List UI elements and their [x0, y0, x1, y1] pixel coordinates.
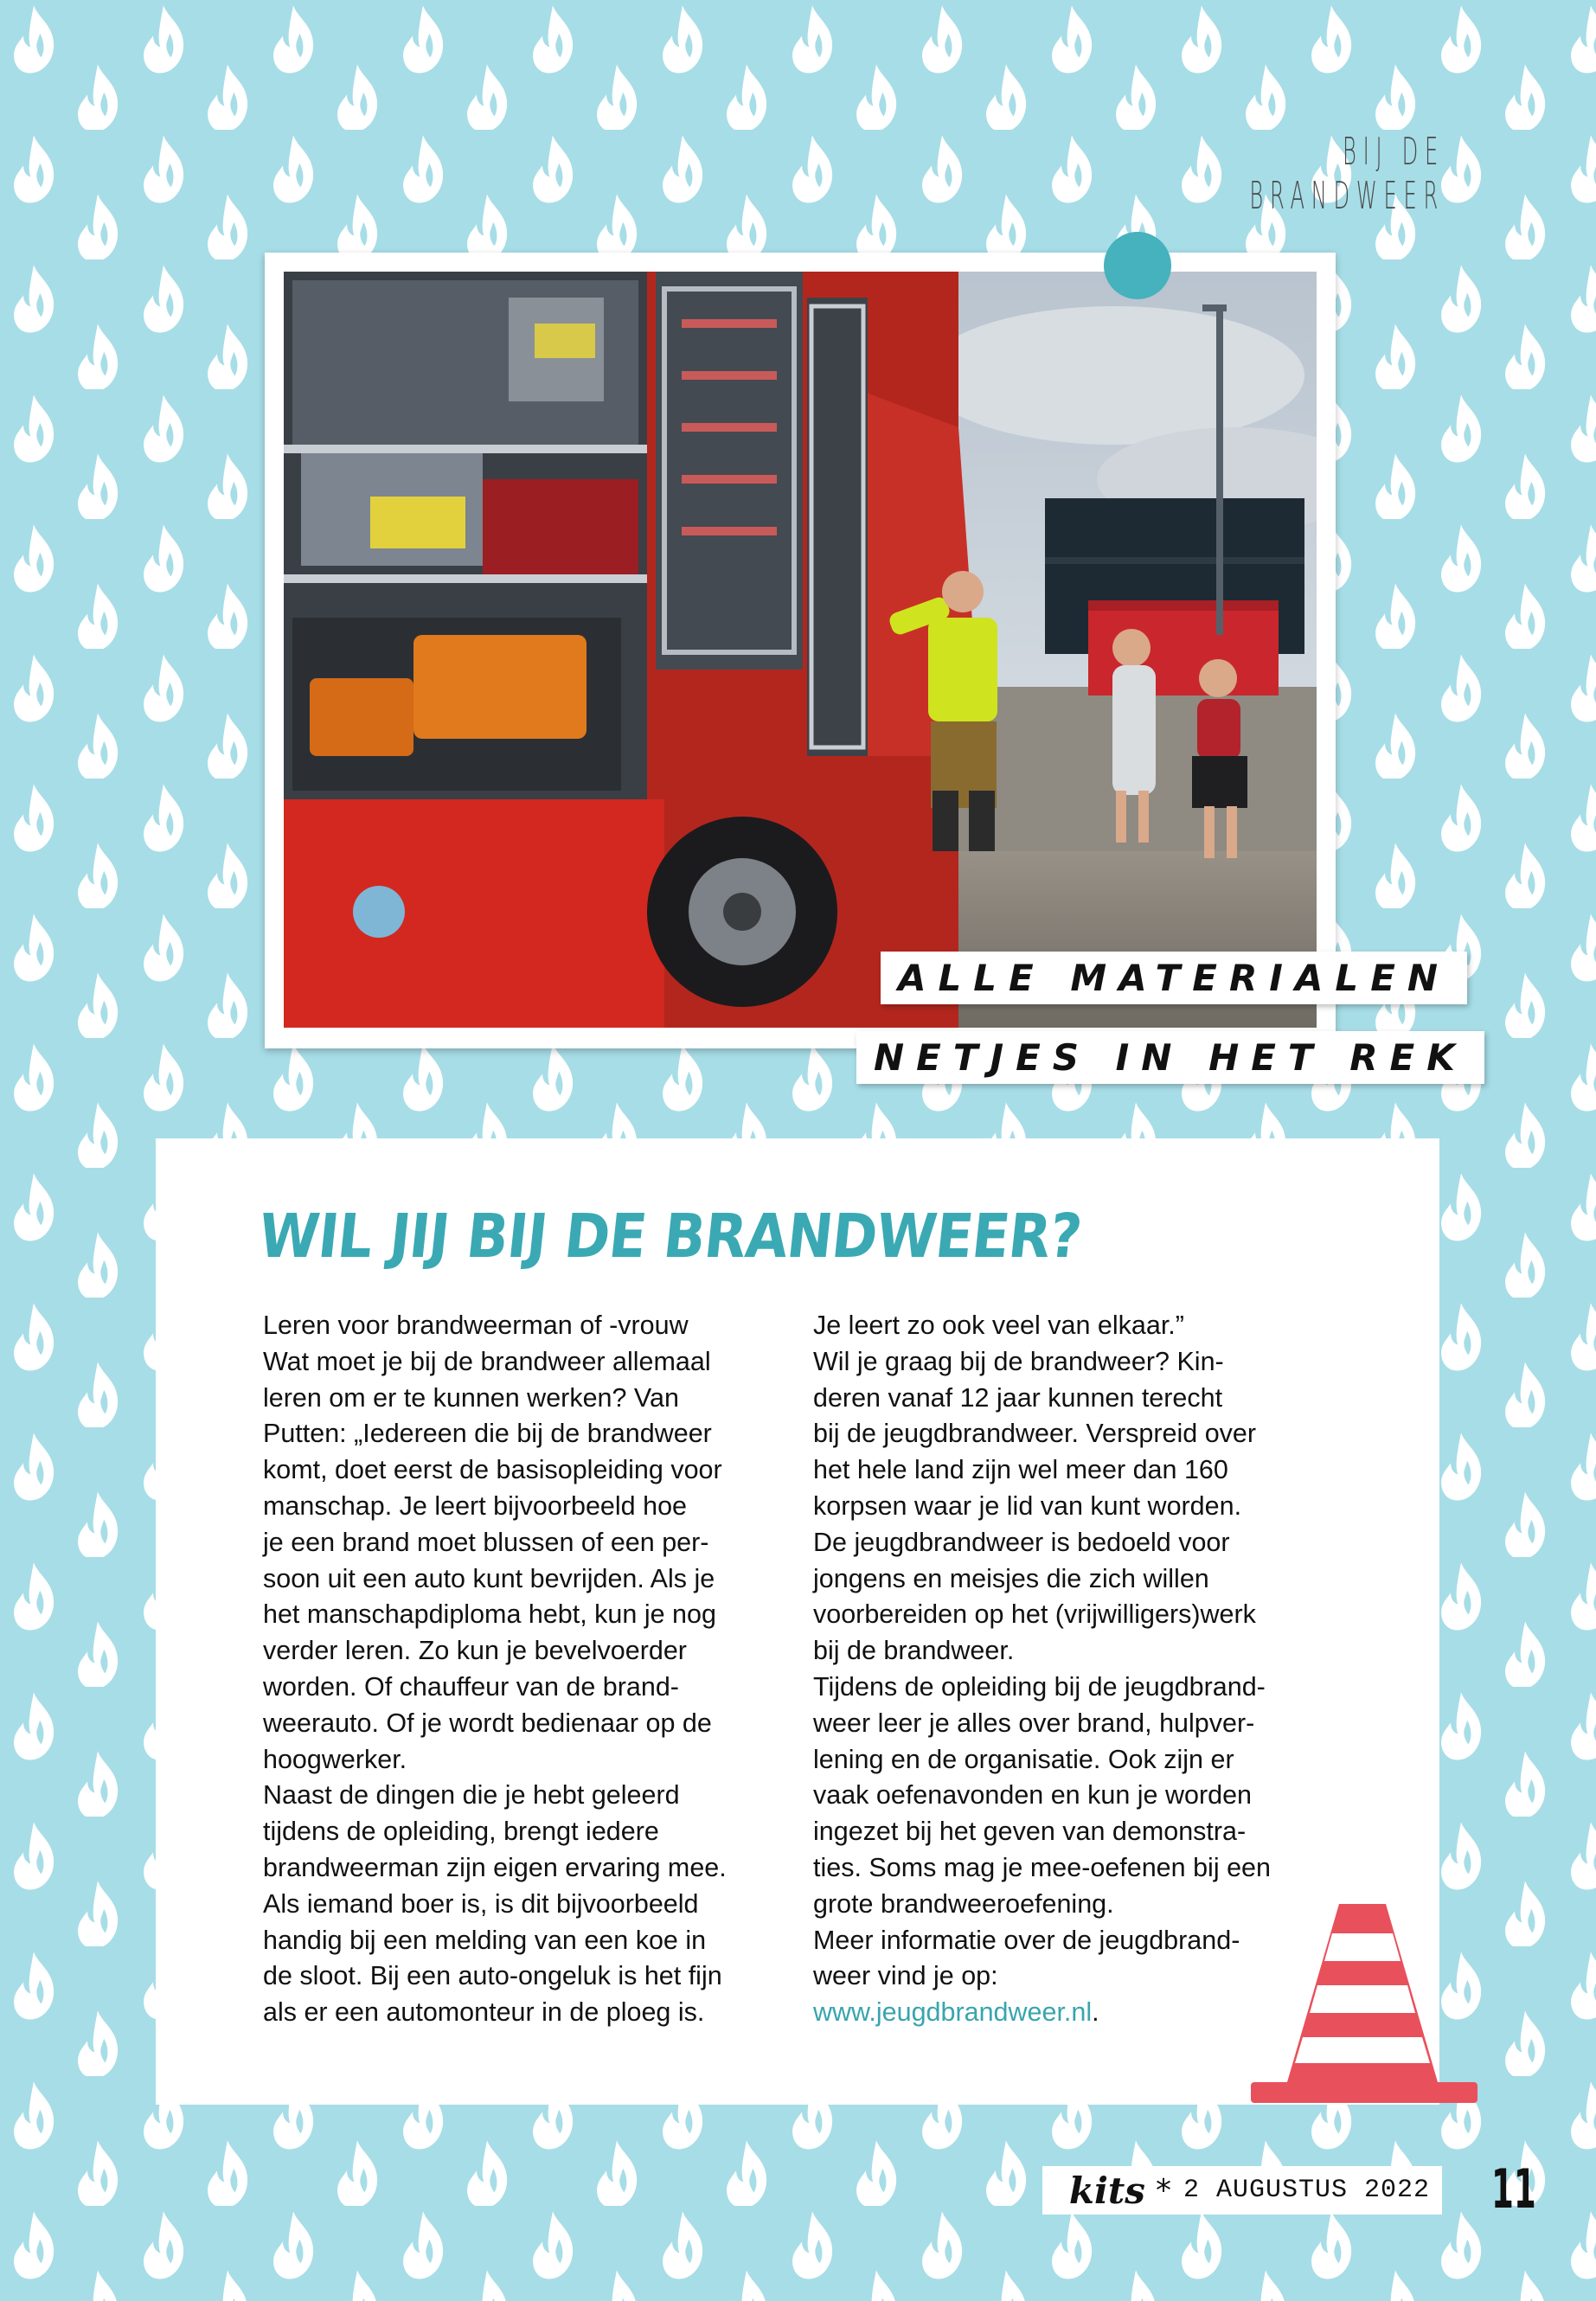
fire-truck-photo [284, 272, 1317, 1028]
text-line: Leren voor brandweerman of -vrouw [263, 1311, 689, 1340]
text-line: het manschapdiploma hebt, kun je nog [263, 1599, 716, 1630]
text-line: Wil je graag bij de brandweer? Kin- [813, 1346, 1224, 1376]
text-line: als er een automonteur in de ploeg is. [263, 1997, 705, 2028]
text-line: ingezet bij het geven van demonstra- [813, 1817, 1247, 1847]
text-line: komt, doet eerst de basisopleiding voor [263, 1455, 722, 1485]
text-line: de sloot. Bij een auto-ongeluk is het fijn [263, 1961, 722, 1991]
text-line: worden. Of chauffeur van de brand- [263, 1671, 679, 1702]
text-line: ties. Soms mag je mee-oefenen bij een [813, 1852, 1271, 1882]
page-footer [1042, 2166, 1442, 2214]
text-line: het hele land zijn wel meer dan 160 [813, 1455, 1228, 1485]
text-line: bij de brandweer. [813, 1636, 1015, 1666]
issue-date: 2 AUGUSTUS 2022 [1183, 2176, 1430, 2205]
text-line: lening en de organisatie. Ook zijn er [813, 1744, 1234, 1774]
text-line: manschap. Je leert bijvoorbeeld hoe [263, 1490, 687, 1521]
text-line: soon uit een auto kunt bevrijden. Als je [263, 1563, 715, 1593]
link-suffix: . [1092, 1997, 1099, 2028]
text-line: jongens en meisjes die zich willen [813, 1563, 1209, 1593]
jeugdbrandweer-link[interactable]: www.jeugdbrandweer.nl [813, 1997, 1093, 2028]
text-line: deren vanaf 12 jaar kunnen terecht [813, 1382, 1223, 1413]
text-line: leren om er te kunnen werken? Van [263, 1382, 679, 1413]
text-line: Meer informatie over de jeugdbrand- [813, 1925, 1240, 1955]
text-line: korpsen waar je lid van kunt worden. [813, 1490, 1242, 1521]
text-line: Als iemand boer is, is dit bijvoorbeeld [263, 1888, 699, 1919]
text-line: voorbereiden op het (vrijwilligers)werk [813, 1599, 1256, 1630]
text-line: hoogwerker. [263, 1744, 407, 1774]
text-line: brandweerman zijn eigen ervaring mee. [263, 1852, 727, 1882]
text-line: tijdens de opleiding, brengt iedere [263, 1817, 659, 1847]
magazine-brand: kits [1068, 2169, 1145, 2212]
photo-caption-line-2: NETJES IN HET REK [856, 1031, 1484, 1084]
text-line: Wat moet je bij de brandweer allemaal [263, 1346, 711, 1376]
text-line: verder leren. Zo kun je bevelvoerder [263, 1636, 687, 1666]
text-line: handig bij een melding van een koe in [263, 1925, 707, 1955]
traffic-cone-icon [1246, 1899, 1484, 2115]
text-line: weer vind je op: [813, 1961, 998, 1991]
text-line: vaak oefenavonden en kun je worden [813, 1780, 1253, 1811]
article-headline: WIL JIJ BIJ DE BRANDWEER? [255, 1201, 1085, 1272]
text-line: Je leert zo ook veel van elkaar.” [813, 1311, 1184, 1340]
decorative-dot [1104, 232, 1171, 299]
text-line: bij de jeugdbrandweer. Verspreid over [813, 1419, 1257, 1449]
text-line: grote brandweeroefening. [813, 1888, 1114, 1919]
text-line: Tijdens de opleiding bij de jeugdbrand- [813, 1671, 1266, 1702]
text-line: je een brand moet blussen of een per- [263, 1527, 709, 1557]
text-line: weer leer je alles over brand, hulpver- [813, 1708, 1255, 1738]
page-number: 11 [1491, 2157, 1536, 2221]
text-line: Putten: „Iedereen die bij de brandweer [263, 1419, 712, 1449]
footer-separator: * [1155, 2172, 1171, 2208]
article-column-1 [263, 1308, 799, 2031]
section-label: BIJ DE BRANDWEER [1249, 130, 1445, 218]
photo-caption-line-1: ALLE MATERIALEN [881, 952, 1467, 1004]
text-line: Naast de dingen die je hebt geleerd [263, 1780, 680, 1811]
text-line: weerauto. Of je wordt bedienaar op de [263, 1708, 712, 1738]
text-line: De jeugdbrandweer is bedoeld voor [813, 1527, 1230, 1557]
photo-frame [265, 253, 1336, 1048]
